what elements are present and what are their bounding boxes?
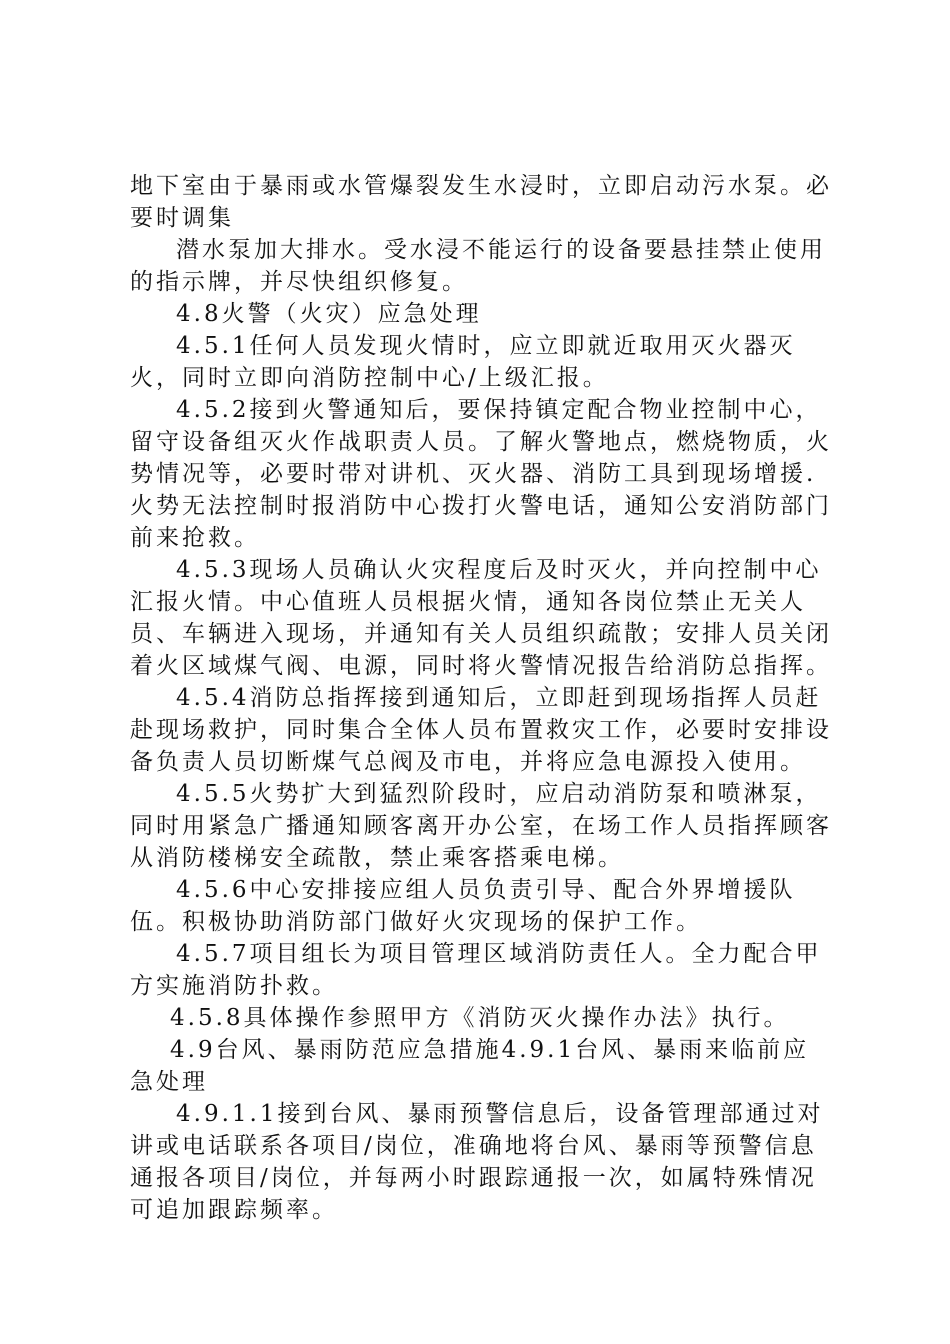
paragraph-4-5-6: 4.5.6中心安排接应组人员负责引导、配合外界增援队伍。积极协助消防部门做好火灾现场的保护工作。	[130, 877, 796, 935]
section-heading-typhoon: 4.9台风、暴雨防范应急措施4.9.1台风、暴雨来临前应急处理	[130, 1037, 810, 1095]
paragraph-basement-flooding: 地下室由于暴雨或水管爆裂发生水浸时，立即启动污水泵。必要时调集	[130, 173, 832, 231]
paragraph-4-5-4: 4.5.4消防总指挥接到通知后，立即赶到现场指挥人员赶赴现场救护，同时集合全体人员布置救灾工作，必要时安排设备负责人员切断煤气总阀及市电，并将应急电源投入使用。	[130, 685, 832, 775]
paragraph-4-9-1-1: 4.9.1.1接到台风、暴雨预警信息后，设备管理部通过对讲或电话联系各项目/岗位，准确地将台风、暴雨等预警信息通报各项目/岗位，并每两小时跟踪通报一次，如属特殊情况可追加跟踪频率。	[130, 1101, 824, 1223]
paragraph-pump-drainage: 潜水泵加大排水。受水浸不能运行的设备要悬挂禁止使用的指示牌，并尽快组织修复。	[130, 237, 826, 295]
paragraph-4-5-7: 4.5.7项目组长为项目管理区域消防责任人。全力配合甲方实施消防扑救。	[130, 941, 822, 999]
section-heading-fire-alarm: 4.8火警（火灾）应急处理	[176, 301, 482, 327]
paragraph-4-5-8: 4.5.8具体操作参照甲方《消防灭火操作办法》执行。	[170, 1005, 790, 1031]
paragraph-4-5-5: 4.5.5火势扩大到猛烈阶段时，应启动消防泵和喷淋泵，同时用紧急广播通知顾客离开办公室，在场工作人员指挥顾客从消防楼梯安全疏散，禁止乘客搭乘电梯。	[130, 781, 832, 871]
paragraph-4-5-3: 4.5.3现场人员确认火灾程度后及时灭火，并向控制中心汇报火情。中心值班人员根据火情，通知各岗位禁止无关人员、车辆进入现场，并通知有关人员组织疏散；安排人员关闭着火区域煤气阀、电源，同时将火警情况报告给消防总指挥。	[130, 557, 832, 679]
paragraph-4-5-1: 4.5.1任何人员发现火情时，应立即就近取用灭火器灭火，同时立即向消防控制中心/上级汇报。	[130, 333, 796, 391]
document-body	[130, 170, 835, 1226]
paragraph-4-5-2: 4.5.2接到火警通知后，要保持镇定配合物业控制中心，留守设备组灭火作战职责人员。了解火警地点，燃烧物质，火势情况等，必要时带对讲机、灭火器、消防工具到现场增援.火势无法控制时报消防中心拨打火警电话，通知公安消防部门前来抢救。	[130, 397, 832, 551]
